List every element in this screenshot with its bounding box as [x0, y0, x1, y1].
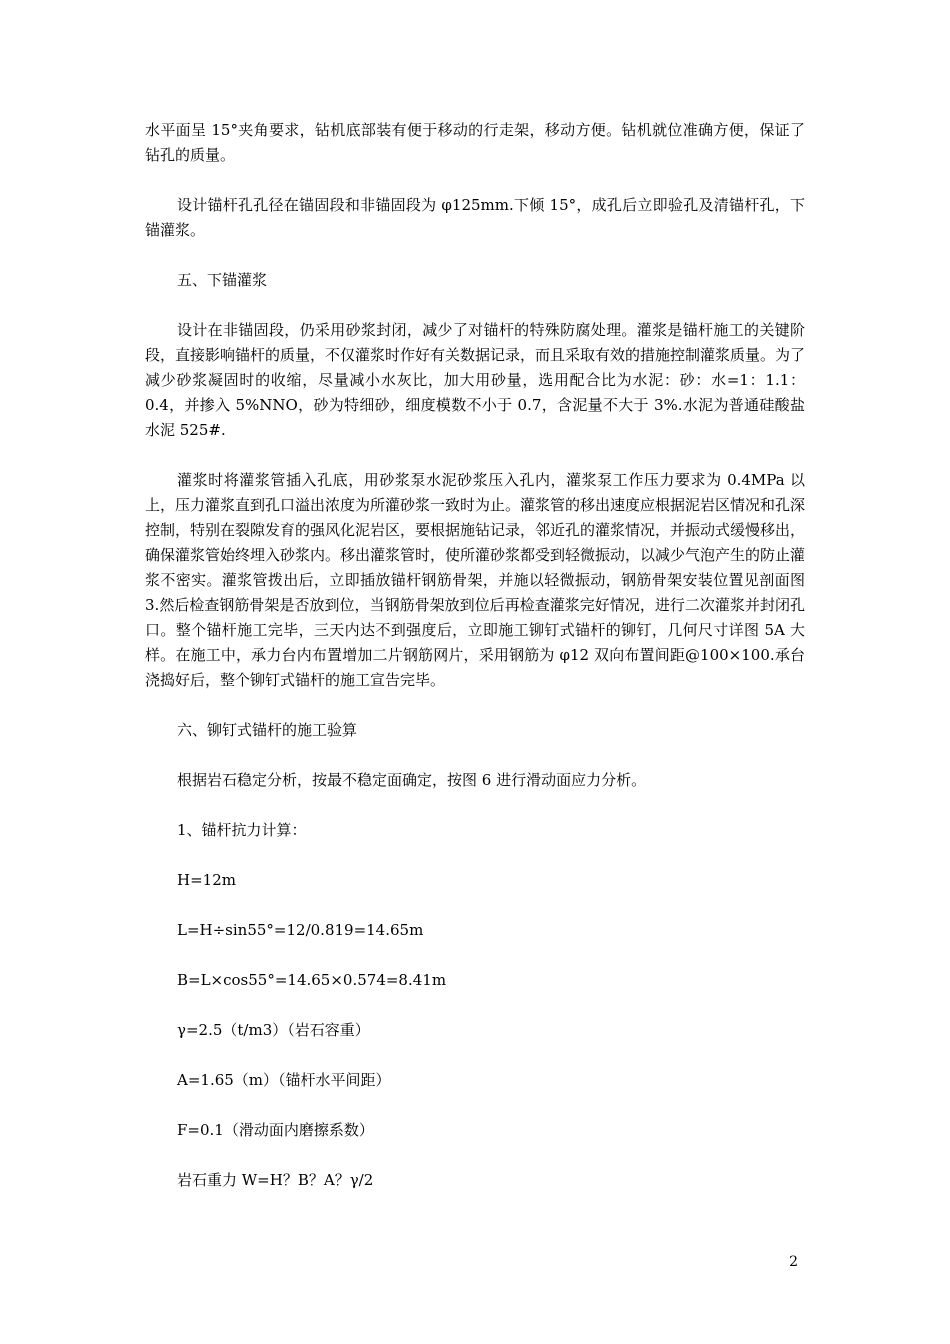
section-heading: 五、下锚灌浆 — [177, 271, 268, 289]
page-number: 2 — [789, 1254, 798, 1270]
section-heading: 六、铆钉式锚杆的施工验算 — [177, 721, 358, 739]
formula-line: F=0.1（滑动面内磨擦系数） — [177, 1121, 374, 1139]
body-paragraph: 设计锚杆孔孔径在锚固段和非锚固段为 φ125mm.下倾 15°，成孔后立即验孔及清锚杆孔，下锚灌浆。 — [145, 196, 805, 239]
body-paragraph: 灌浆时将灌浆管插入孔底，用砂浆泵水泥砂浆压入孔内，灌浆泵工作压力要求为 0.4MPa 以上，压力灌浆直到孔口溢出浓度为所灌砂浆一致时为止。灌浆管的移出速度应根据泥岩区情况和孔深控制，特别在裂隙发育的强风化泥岩区，要根据施钻记录，邻近孔的灌浆情况，并振动式缓慢移出，确保灌浆管始终埋入砂浆内。移出灌浆管时，使所灌砂浆都受到轻微振动，以减少气泡产生的防止灌浆不密实。灌浆管拨出后，立即插放锚杆钢筋骨架，并施以轻微振动，钢筋骨架安装位置见剖面图 3.然后检查钢筋骨架是否放到位，当钢筋骨架放到位后再检查灌浆完好情况，进行二次灌浆并封闭孔口。整个锚杆施工完毕，三天内达不到强度后，立即施工铆钉式锚杆的铆钉，几何尺寸详图 5A 大样。在施工中，承力台内布置增加二片钢筋网片，采用钢筋为 φ12 双向布置间距@100×100.承台浇捣好后，整个铆钉式锚杆的施工宣告完毕。 — [145, 471, 806, 689]
formula-line: 岩石重力 W=H？B？A？γ/2 — [177, 1171, 374, 1189]
subsection-heading: 1、锚杆抗力计算： — [177, 821, 307, 839]
body-paragraph: 设计在非锚固段，仍采用砂浆封闭，减少了对锚杆的特殊防腐处理。灌浆是锚杆施工的关键阶段，直接影响锚杆的质量，不仅灌浆时作好有关数据记录，而且采取有效的措施控制灌浆质量。为了减少砂浆凝固时的收缩，尽量减小水灰比，加大用砂量，选用配合比为水泥：砂：水=1：1.1：0.4，并掺入 5%NNO，砂为特细砂，细度模数不小于 0.7，含泥量不大于 3%.水泥为普通硅酸盐水泥 525#. — [145, 321, 806, 439]
formula-line: A=1.65（m）（锚杆水平间距） — [177, 1071, 391, 1089]
body-paragraph: 水平面呈 15°夹角要求，钻机底部装有便于移动的行走架，移动方便。钻机就位准确方便，保证了钻孔的质量。 — [145, 121, 805, 164]
body-paragraph: 根据岩石稳定分析，按最不稳定面确定，按图 6 进行滑动面应力分析。 — [177, 771, 647, 789]
formula-line: γ=2.5（t/m3）（岩石容重） — [177, 1021, 370, 1039]
formula-line: B=L×cos55°=14.65×0.574=8.41m — [177, 971, 447, 989]
document-body — [145, 118, 805, 1218]
formula-line: L=H÷sin55°=12/0.819=14.65m — [177, 921, 424, 939]
formula-line: H=12m — [177, 871, 236, 889]
